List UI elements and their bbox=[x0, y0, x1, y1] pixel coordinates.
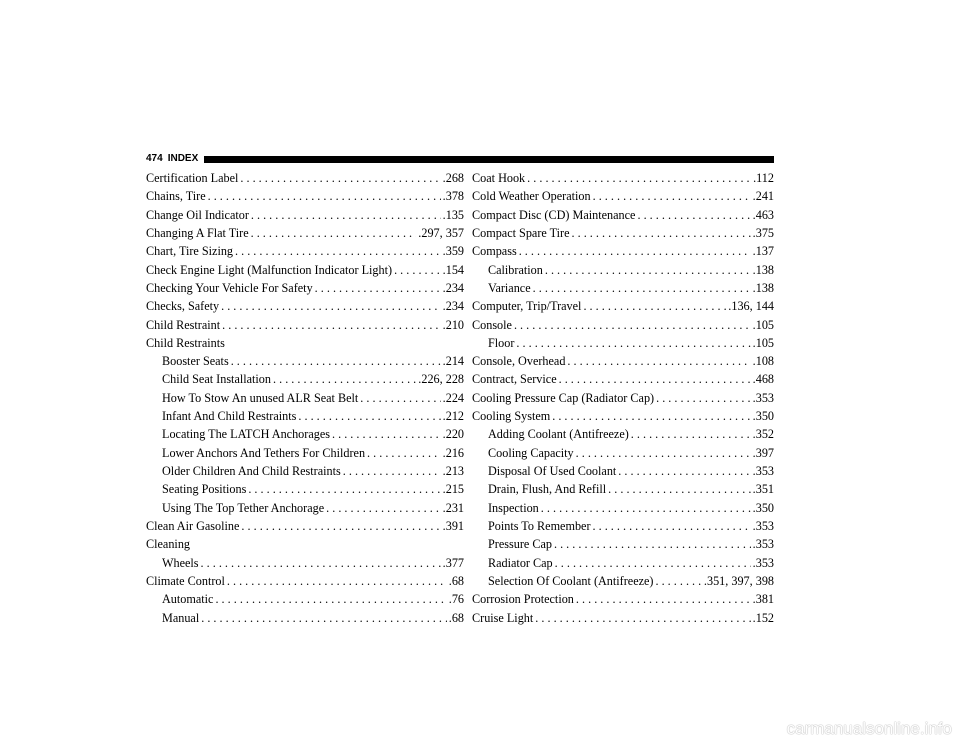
page-reference: .226, 228 bbox=[418, 372, 464, 387]
dot-leader bbox=[221, 297, 441, 315]
index-entry bbox=[472, 187, 774, 205]
index-term: Booster Seats bbox=[162, 354, 229, 369]
page-reference: .397 bbox=[752, 445, 774, 460]
page-reference: .350 bbox=[752, 500, 774, 515]
dot-leader bbox=[572, 224, 751, 242]
index-entry bbox=[146, 261, 464, 279]
dot-leader bbox=[527, 169, 751, 187]
dot-leader bbox=[208, 187, 441, 205]
page-reference: .105 bbox=[752, 335, 774, 350]
dot-leader bbox=[576, 590, 751, 608]
dot-leader bbox=[227, 572, 447, 590]
index-entry bbox=[146, 206, 464, 224]
index-entry bbox=[472, 370, 774, 388]
index-term: Drain, Flush, And Refill bbox=[488, 482, 607, 497]
dot-leader bbox=[555, 554, 751, 572]
index-term: Clean Air Gasoline bbox=[146, 518, 240, 533]
page-reference: .391 bbox=[442, 518, 464, 533]
index-subentry bbox=[472, 499, 774, 517]
page-reference: .220 bbox=[442, 427, 464, 442]
page-reference: .76 bbox=[448, 592, 464, 607]
index-subentry bbox=[472, 535, 774, 553]
index-term: Variance bbox=[488, 280, 531, 295]
index-term: Older Children And Child Restraints bbox=[162, 464, 341, 478]
index-entry bbox=[472, 169, 774, 187]
dot-leader bbox=[533, 279, 751, 297]
dot-leader bbox=[326, 499, 441, 517]
dot-leader bbox=[519, 242, 751, 260]
page-reference: .378 bbox=[442, 189, 464, 204]
index-entry bbox=[472, 297, 774, 315]
index-term: Changing A Flat Tire bbox=[146, 225, 249, 240]
page-reference: .138 bbox=[752, 280, 774, 295]
dot-leader bbox=[554, 535, 751, 553]
index-entry bbox=[146, 572, 464, 590]
index-term: Child Restraint bbox=[146, 317, 221, 332]
index-term: Cleaning bbox=[146, 537, 191, 552]
index-subentry bbox=[472, 261, 774, 279]
index-subentry bbox=[146, 407, 464, 425]
dot-leader bbox=[593, 187, 751, 205]
page-reference: .381 bbox=[752, 592, 774, 607]
index-entry bbox=[146, 224, 464, 242]
dot-leader bbox=[576, 444, 751, 462]
dot-leader bbox=[655, 572, 701, 590]
index-entry bbox=[472, 389, 774, 407]
index-entry bbox=[146, 279, 464, 297]
page-header bbox=[146, 153, 774, 165]
page-reference: .136, 144 bbox=[728, 299, 774, 314]
page-reference: .154 bbox=[442, 262, 464, 277]
index-term: Compass bbox=[472, 244, 517, 259]
index-term: Adding Coolant (Antifreeze) bbox=[488, 427, 629, 442]
index-subentry bbox=[146, 425, 464, 443]
dot-leader bbox=[394, 261, 441, 279]
dot-leader bbox=[367, 444, 441, 462]
index-subentry bbox=[146, 480, 464, 498]
page-reference: .68 bbox=[448, 610, 464, 625]
dot-leader bbox=[215, 590, 446, 608]
index-subentry bbox=[146, 499, 464, 517]
page-reference: .353 bbox=[752, 555, 774, 570]
page-reference: .350 bbox=[752, 409, 774, 424]
index-entry bbox=[146, 187, 464, 205]
dot-leader bbox=[360, 389, 440, 407]
index-subentry bbox=[472, 462, 774, 480]
index-subentry bbox=[472, 480, 774, 498]
page-reference: .68 bbox=[448, 573, 464, 588]
index-subentry bbox=[472, 572, 774, 590]
dot-leader bbox=[583, 297, 726, 315]
page-reference: .463 bbox=[752, 207, 774, 222]
index-term: Certification Label bbox=[146, 171, 239, 185]
dot-leader bbox=[235, 242, 441, 260]
page-reference: .359 bbox=[442, 244, 464, 259]
index-term: Change Oil Indicator bbox=[146, 207, 249, 222]
index-term: Inspection bbox=[488, 500, 539, 515]
index-term: Selection Of Coolant (Antifreeze) bbox=[488, 573, 654, 588]
index-term: Chains, Tire bbox=[146, 189, 206, 204]
page-reference: .468 bbox=[752, 372, 774, 387]
page-reference: .234 bbox=[442, 299, 464, 314]
dot-leader bbox=[535, 609, 750, 627]
index-term: Floor bbox=[488, 335, 515, 350]
index-term: Cruise Light bbox=[472, 610, 534, 625]
index-term: Cooling System bbox=[472, 409, 551, 424]
index-entry bbox=[472, 352, 774, 370]
index-term: How To Stow An unused ALR Seat Belt bbox=[162, 390, 359, 405]
index-term: Child Restraints bbox=[146, 335, 225, 350]
index-entry bbox=[146, 169, 464, 187]
index-term: Child Seat Installation bbox=[162, 372, 271, 387]
index-subentry bbox=[146, 389, 464, 407]
index-term: Cooling Capacity bbox=[488, 445, 574, 460]
index-subentry bbox=[472, 444, 774, 462]
dot-leader bbox=[343, 462, 441, 480]
index-term: Points To Remember bbox=[488, 518, 591, 533]
dot-leader bbox=[251, 206, 441, 224]
dot-leader bbox=[608, 480, 751, 498]
page-reference: .112 bbox=[753, 171, 774, 185]
page-reference: .152 bbox=[752, 610, 774, 625]
index-term: Compact Spare Tire bbox=[472, 225, 570, 240]
page-reference: .231 bbox=[442, 500, 464, 515]
index-subentry bbox=[146, 462, 464, 480]
dot-leader bbox=[273, 370, 416, 388]
index-entry bbox=[146, 334, 464, 352]
index-term: Manual bbox=[162, 610, 200, 625]
page-reference: .352 bbox=[752, 427, 774, 442]
index-subentry bbox=[146, 554, 464, 572]
dot-leader bbox=[248, 480, 440, 498]
index-term: Using The Top Tether Anchorage bbox=[162, 500, 325, 515]
index-term: Radiator Cap bbox=[488, 555, 553, 570]
dot-leader bbox=[559, 370, 751, 388]
index-term: Coat Hook bbox=[472, 171, 526, 185]
index-term: Automatic bbox=[162, 592, 214, 607]
dot-leader bbox=[298, 407, 440, 425]
page-reference: .137 bbox=[752, 244, 774, 259]
page-reference: .353 bbox=[752, 537, 774, 552]
dot-leader bbox=[201, 609, 447, 627]
dot-leader bbox=[552, 407, 750, 425]
page-reference: .224 bbox=[442, 390, 464, 405]
page-reference: .377 bbox=[442, 555, 464, 570]
index-term: Contract, Service bbox=[472, 372, 557, 387]
page-reference: .138 bbox=[752, 262, 774, 277]
index-column-right bbox=[472, 169, 774, 627]
page-reference: .135 bbox=[442, 207, 464, 222]
header-rule bbox=[204, 156, 774, 163]
index-term: Check Engine Light (Malfunction Indicator Light) bbox=[146, 262, 393, 277]
index-term: Checks, Safety bbox=[146, 299, 220, 314]
dot-leader bbox=[631, 425, 751, 443]
index-subentry bbox=[146, 590, 464, 608]
index-term: Calibration bbox=[488, 262, 543, 277]
index-subentry bbox=[472, 334, 774, 352]
index-entry bbox=[146, 242, 464, 260]
dot-leader bbox=[241, 517, 440, 535]
page-reference: .212 bbox=[442, 409, 464, 424]
index-subentry bbox=[146, 352, 464, 370]
dot-leader bbox=[637, 206, 750, 224]
index-term: Compact Disc (CD) Maintenance bbox=[472, 207, 636, 222]
index-subentry bbox=[146, 444, 464, 462]
index-term: Computer, Trip/Travel bbox=[472, 299, 582, 314]
index-entry bbox=[146, 297, 464, 315]
index-column-left bbox=[146, 169, 464, 627]
dot-leader bbox=[315, 279, 441, 297]
index-term: Seating Positions bbox=[162, 482, 247, 497]
page-reference: .351, 397, 398 bbox=[703, 573, 774, 588]
page-reference: .210 bbox=[442, 317, 464, 332]
page-reference: .216 bbox=[442, 445, 464, 460]
index-subentry bbox=[472, 425, 774, 443]
index-term: Infant And Child Restraints bbox=[162, 409, 297, 424]
dot-leader bbox=[593, 517, 751, 535]
dot-leader bbox=[201, 554, 441, 572]
index-term: Corrosion Protection bbox=[472, 592, 574, 607]
page-reference: .375 bbox=[752, 225, 774, 240]
index-term: Climate Control bbox=[146, 573, 225, 588]
page-reference: .234 bbox=[442, 280, 464, 295]
dot-leader bbox=[222, 316, 441, 334]
page-reference: .351 bbox=[752, 482, 774, 497]
index-entry bbox=[472, 316, 774, 334]
index-subentry bbox=[146, 370, 464, 388]
index-subentry bbox=[472, 279, 774, 297]
page-reference: .353 bbox=[752, 464, 774, 478]
page-reference: .297, 357 bbox=[418, 225, 464, 240]
dot-leader bbox=[251, 224, 417, 242]
index-entry bbox=[472, 609, 774, 627]
index-term: Cooling Pressure Cap (Radiator Cap) bbox=[472, 390, 655, 405]
index-term: Console bbox=[472, 317, 512, 332]
index-term: Wheels bbox=[162, 555, 199, 570]
page-reference: .214 bbox=[442, 354, 464, 369]
dot-leader bbox=[514, 316, 751, 334]
index-entry bbox=[472, 242, 774, 260]
watermark: carmanualsonline.info bbox=[786, 719, 952, 738]
index-term: Locating The LATCH Anchorages bbox=[162, 427, 330, 442]
page-reference: .353 bbox=[752, 518, 774, 533]
index-entry bbox=[472, 590, 774, 608]
index-subentry bbox=[472, 517, 774, 535]
page-reference: .108 bbox=[752, 354, 774, 369]
index-term: Cold Weather Operation bbox=[472, 189, 591, 204]
index-term: Console, Overhead bbox=[472, 354, 566, 369]
index-entry bbox=[146, 316, 464, 334]
page-reference: .241 bbox=[752, 189, 774, 204]
dot-leader bbox=[567, 352, 750, 370]
index-term: Disposal Of Used Coolant bbox=[488, 464, 617, 478]
page-number: 474 bbox=[146, 153, 163, 164]
dot-leader bbox=[231, 352, 441, 370]
page-reference: .215 bbox=[442, 482, 464, 497]
page-reference: .268 bbox=[442, 171, 464, 185]
dot-leader bbox=[545, 261, 751, 279]
index-term: Lower Anchors And Tethers For Children bbox=[162, 445, 366, 460]
page-reference: .213 bbox=[442, 464, 464, 478]
dot-leader bbox=[618, 462, 750, 480]
section-title: INDEX bbox=[167, 153, 199, 164]
dot-leader bbox=[516, 334, 750, 352]
index-entry bbox=[472, 224, 774, 242]
page-reference: .105 bbox=[752, 317, 774, 332]
dot-leader bbox=[541, 499, 751, 517]
index-term: Pressure Cap bbox=[488, 537, 552, 552]
dot-leader bbox=[332, 425, 441, 443]
index-entry bbox=[146, 535, 464, 553]
index-entry bbox=[472, 206, 774, 224]
index-subentry bbox=[472, 554, 774, 572]
index-entry bbox=[146, 517, 464, 535]
page-reference: .353 bbox=[752, 390, 774, 405]
index-term: Chart, Tire Sizing bbox=[146, 244, 234, 259]
dot-leader bbox=[240, 169, 440, 187]
dot-leader bbox=[656, 389, 751, 407]
index-subentry bbox=[146, 609, 464, 627]
index-entry bbox=[472, 407, 774, 425]
index-term: Checking Your Vehicle For Safety bbox=[146, 280, 313, 295]
